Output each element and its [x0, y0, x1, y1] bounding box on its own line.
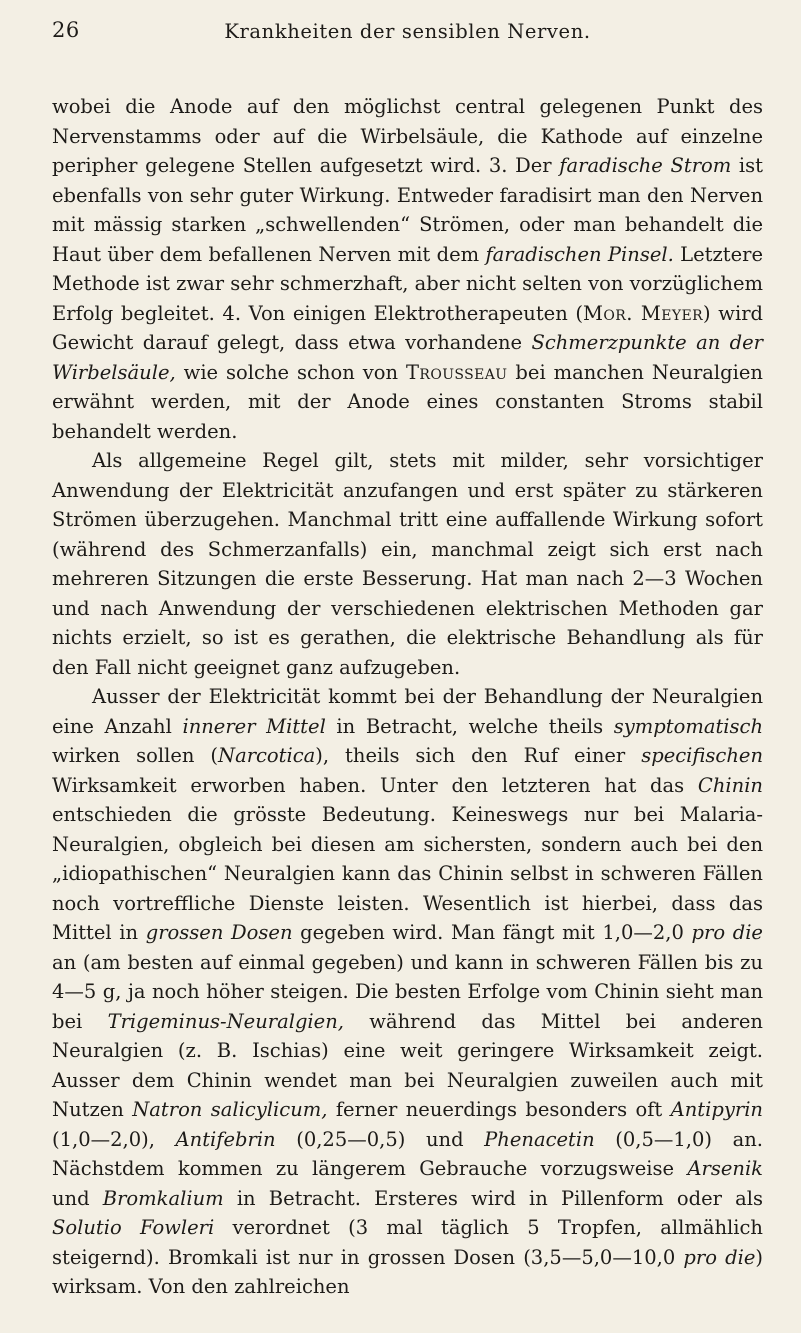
text-run: wie solche schon von — [175, 360, 406, 384]
emphasis-text: Arsenik — [687, 1157, 763, 1180]
emphasis-text: faradische Strom — [559, 154, 732, 177]
emphasis-text: specifischen — [641, 744, 763, 767]
text-run: (0,25—0,5) und — [275, 1127, 485, 1151]
text-run: Als allgemeine Regel gilt, stets mit milder, sehr vorsichtiger Anwendung der Elektricität anzufangen und erst später zu stärkeren Strömen überzugehen. Manchmal tritt eine auffallende Wirkung sofort (während des Schmerzanfalls) ein, manchmal zeigt sich erst nach mehreren Sitzungen die erste Besserung. Hat man nach 2—3 Wochen und nach Anwendung der verschiedenen elektrischen Methoden gar nichts erzielt, so ist es gerathen, die elektrische Behandlung als für den Fall nicht geeignet ganz aufzugeben. — [52, 449, 763, 679]
text-run: ) wird Gewicht darauf gelegt, dass etwa vorhandene — [52, 301, 763, 354]
text-run: verordnet (3 mal täglich 5 Tropfen, allmählich steigernd). Bromkali ist nur in grossen Dosen (3,5—5,0—10,0 — [52, 1216, 763, 1269]
author-name: Trousseau — [405, 360, 508, 384]
text-run: ), theils sich den Ruf einer — [315, 744, 642, 767]
paragraph — [52, 446, 763, 682]
text-run: in Betracht. Ersteres wird in Pillenform oder als — [223, 1186, 763, 1210]
emphasis-text: Schmerzpunkte an der Wirbelsäule, — [52, 331, 763, 384]
emphasis-text: innerer Mittel — [182, 714, 326, 738]
emphasis-text: Bromkalium — [102, 1186, 224, 1210]
text-run: wobei die Anode auf den möglichst central gelegenen Punkt des Nervenstamms oder auf die Wirbelsäule, die Kathode auf einzelne peripher gelegene Stellen aufgesetzt wird. 3. Der — [52, 95, 763, 177]
text-run: während das Mittel bei anderen Neuralgien (z. B. Ischias) eine weit geringere Wirksamkeit zeigt. Ausser dem Chinin wendet man bei Neuralgien zuweilen auch mit Nutzen — [52, 1009, 763, 1121]
text-run: in Betracht, welche theils — [325, 714, 614, 738]
emphasis-text: Antifebrin — [175, 1127, 276, 1151]
text-run: (0,5—1,0) an. Nächstdem kommen zu längerem Gebrauche vorzugsweise — [52, 1127, 763, 1180]
text-run: (1,0—2,0), — [52, 1127, 176, 1151]
emphasis-text: Trigeminus-Neuralgien, — [107, 1009, 344, 1033]
text-run: Letztere Methode ist zwar sehr schmerzhaft, aber nicht selten von vorzüglichem Erfolg begleitet. 4. Von einigen Elektrotherapeuten ( — [52, 242, 763, 325]
emphasis-text: faradischen Pinsel. — [485, 242, 674, 266]
emphasis-text: pro die — [683, 1245, 756, 1269]
emphasis-text: symptomatisch — [613, 714, 764, 738]
text-run: Ausser der Elektricität kommt bei der Behandlung der Neuralgien eine Anzahl — [52, 685, 763, 738]
emphasis-text: Narcotica — [218, 744, 316, 767]
text-run: ferner neuerdings besonders oft — [327, 1098, 671, 1121]
emphasis-text: pro die — [691, 921, 763, 944]
text-run: entschieden die grösste Bedeutung. Keineswegs nur bei Malaria-Neuralgien, obgleich bei diesen am sichersten, sondern auch bei den „idiopathischen“ Neuralgien kann das Chinin selbst in schweren Fällen noch vortreffliche Dienste leisten. Wesentlich ist hierbei, dass das Mittel in — [52, 803, 763, 944]
text-run: und — [52, 1186, 103, 1210]
paragraph — [52, 92, 763, 446]
emphasis-text: Natron salicylicum, — [132, 1098, 328, 1121]
text-run: ) wirksam. Von den zahlreichen — [52, 1245, 763, 1298]
text-run: bei manchen Neuralgien erwähnt werden, mit der Anode eines constanten Stroms stabil behandelt werden. — [52, 360, 763, 443]
emphasis-text: Phenacetin — [484, 1127, 595, 1151]
paragraph — [52, 682, 763, 1302]
text-run: ist ebenfalls von sehr guter Wirkung. Entweder faradisirt man den Nerven mit mässig starken „schwellenden“ Strömen, oder man behandelt die Haut über dem befallenen Nerven mit dem — [52, 154, 763, 266]
page-header — [52, 18, 763, 58]
running-head: Krankheiten der sensiblen Nerven. — [224, 20, 591, 43]
emphasis-text: Antipyrin — [670, 1098, 763, 1121]
emphasis-text: grossen Dosen — [145, 921, 293, 944]
text-run: wirken sollen ( — [52, 744, 218, 767]
page-number: 26 — [52, 18, 80, 42]
text-run: Wirksamkeit erworben haben. Unter den letzteren hat das — [52, 773, 698, 797]
text-run: gegeben wird. Man fängt mit 1,0—2,0 — [292, 921, 692, 944]
emphasis-text: Chinin — [697, 773, 763, 797]
text-run: an (am besten auf einmal gegeben) und kann in schweren Fällen bis zu 4—5 g, ja noch höher steigen. Die besten Erfolge vom Chinin sieht man bei — [52, 950, 763, 1033]
emphasis-text: Solutio Fowleri — [52, 1216, 215, 1239]
body-text — [52, 92, 763, 1302]
author-name: Mor. Meyer — [583, 301, 704, 325]
